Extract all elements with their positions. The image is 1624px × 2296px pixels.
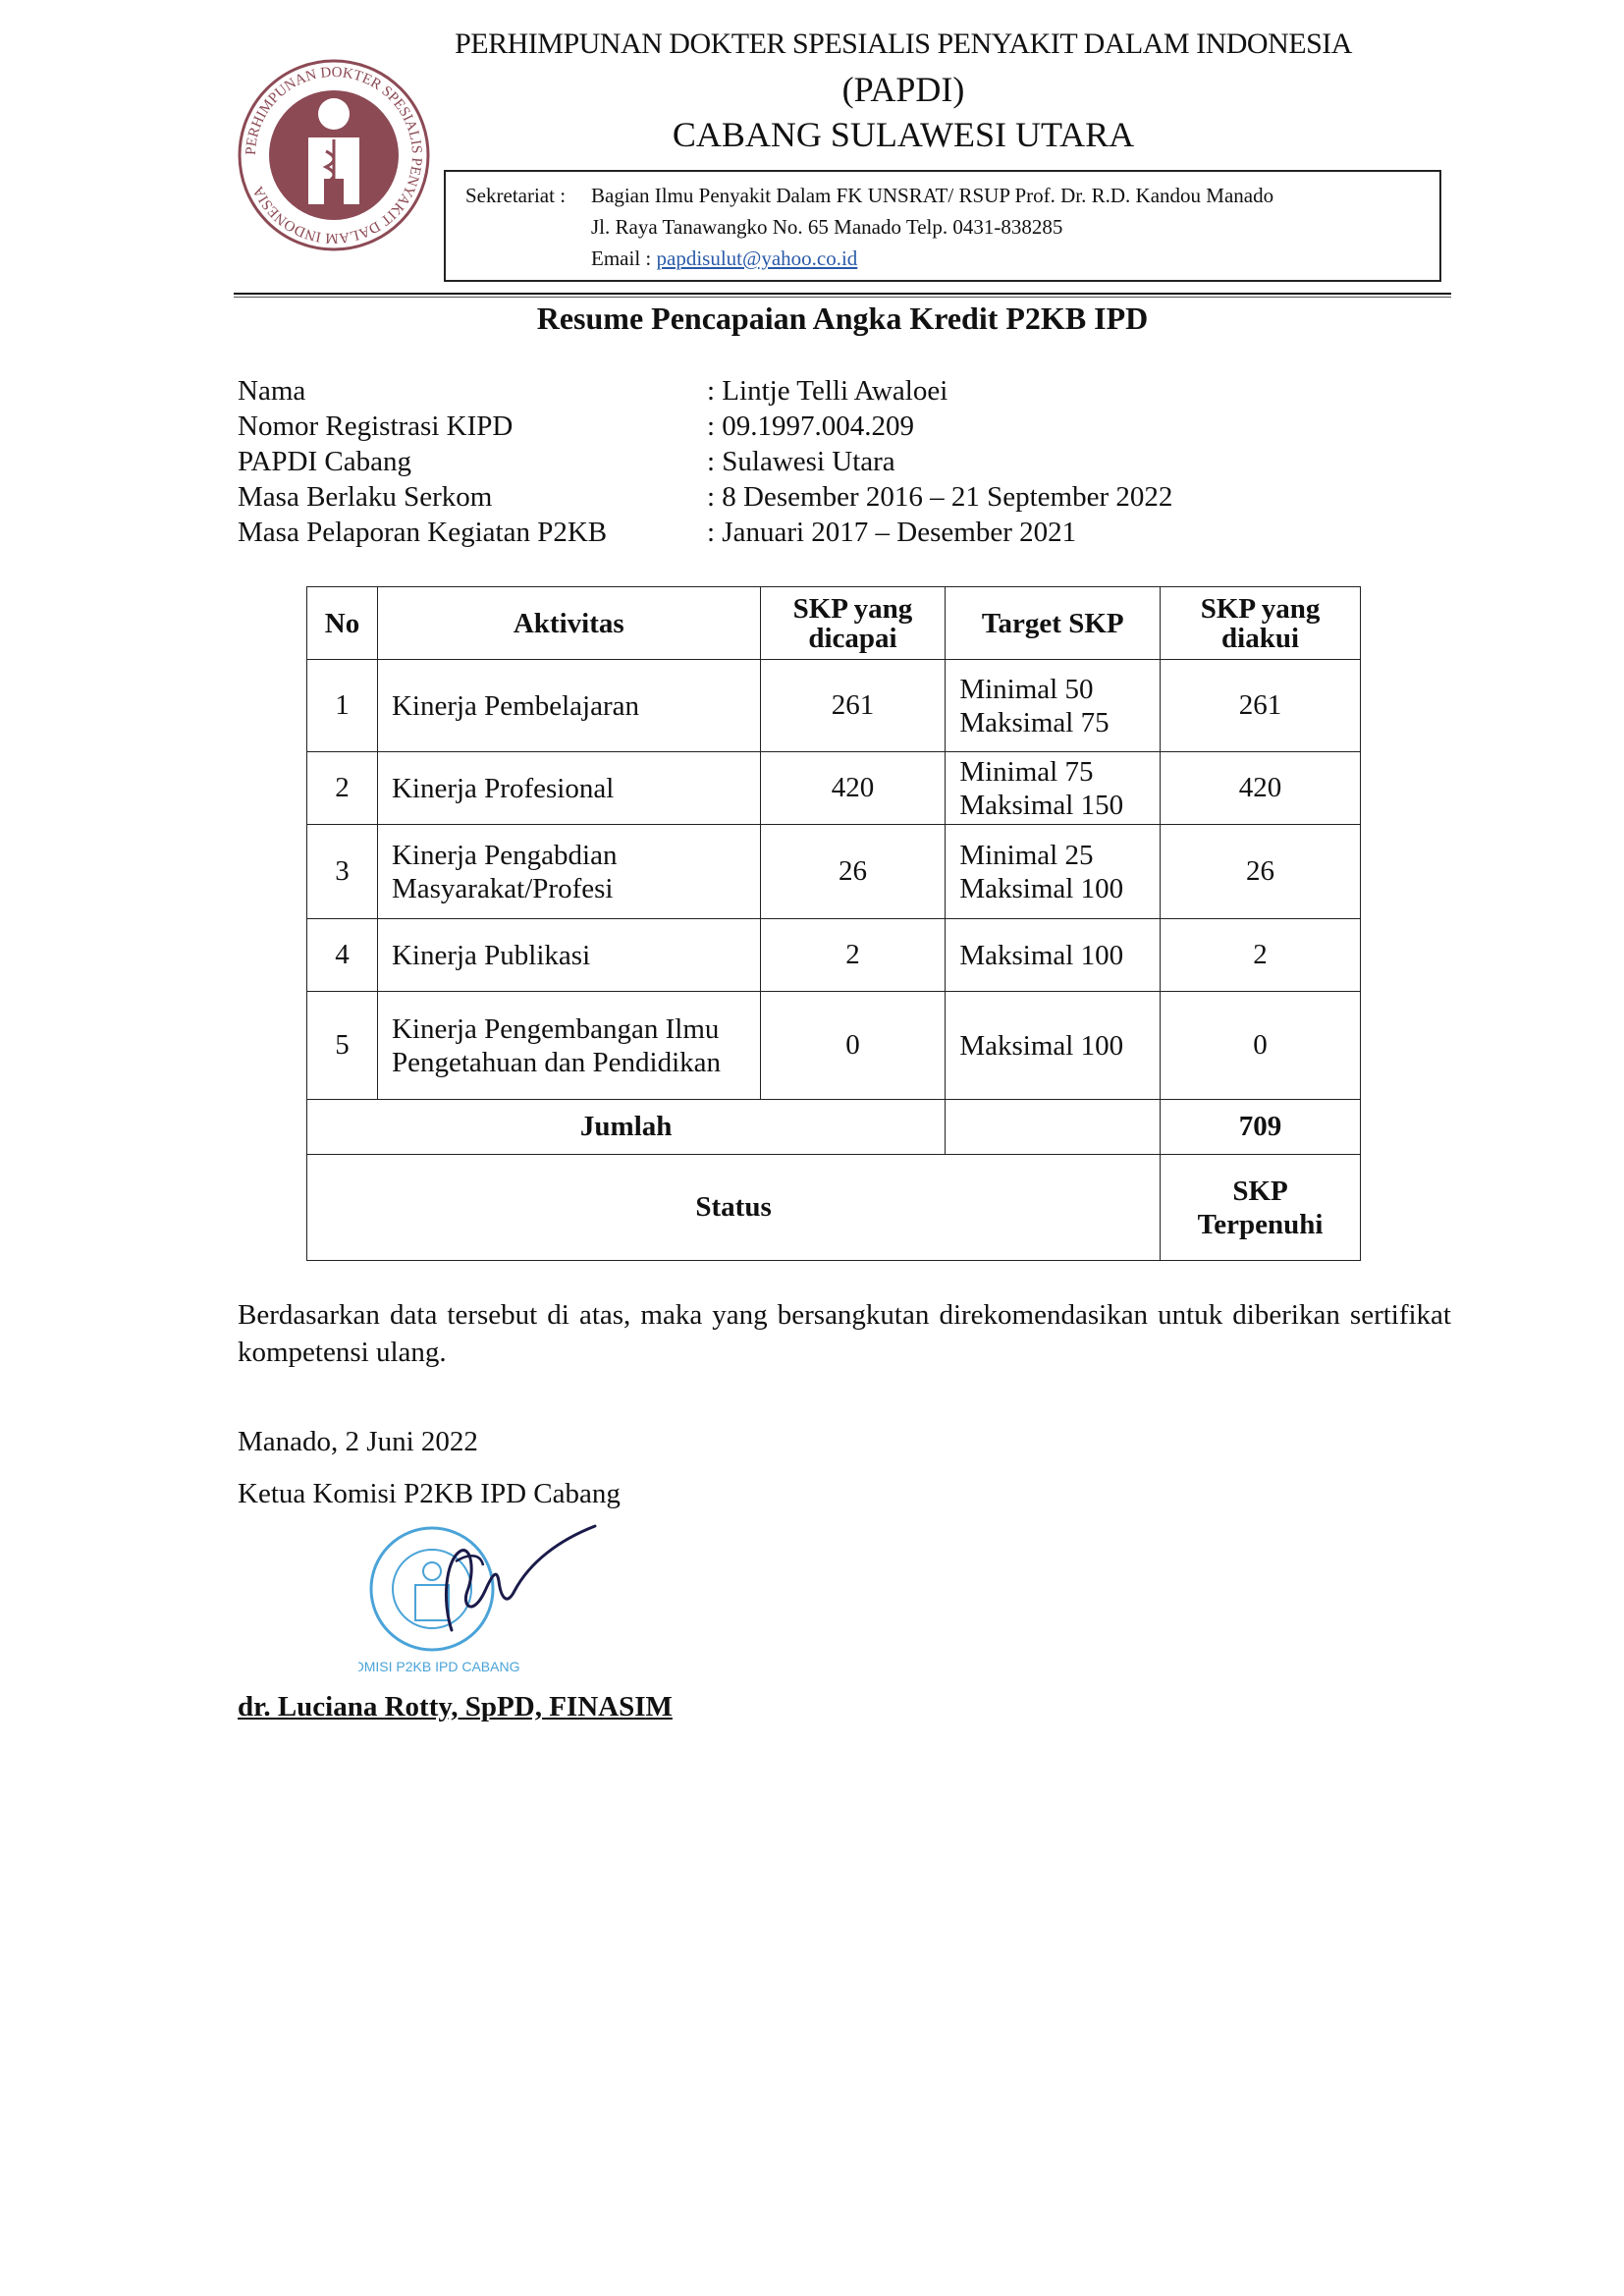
- cell-target: [946, 992, 1161, 1100]
- org-name-line1: PERHIMPUNAN DOKTER SPESIALIS PENYAKIT DALAM INDONESIA: [455, 27, 1352, 60]
- header-no: No: [307, 587, 378, 660]
- target-max: Maksimal 100: [959, 872, 1124, 904]
- target-min: Minimal 75: [959, 755, 1094, 788]
- cell-no: 3: [307, 825, 378, 919]
- cell-no: 1: [307, 660, 378, 752]
- table-total-row: [307, 1100, 1361, 1155]
- info-value-pelaporan: : Januari 2017 – Desember 2021: [707, 517, 1077, 548]
- header-diakui: SKP yang diakui: [1161, 587, 1361, 660]
- place-date: Manado, 2 Juni 2022: [238, 1426, 478, 1457]
- cell-aktivitas: Kinerja Publikasi: [377, 919, 760, 992]
- cell-dicapai: 420: [760, 752, 946, 825]
- header-target: Target SKP: [946, 587, 1161, 660]
- signature-mark: [412, 1522, 599, 1650]
- total-empty-cell: [946, 1100, 1161, 1155]
- cell-target: [946, 660, 1161, 752]
- cell-target: [946, 825, 1161, 919]
- cell-dicapai: 0: [760, 992, 946, 1100]
- header-divider: [234, 293, 1451, 295]
- cell-dicapai: 2: [760, 919, 946, 992]
- secretariat-email-row: [591, 246, 857, 271]
- info-label-nama: Nama: [238, 375, 306, 407]
- info-label-registrasi: Nomor Registrasi KIPD: [238, 410, 514, 442]
- total-value: 709: [1161, 1100, 1361, 1155]
- status-value: SKP Terpenuhi: [1161, 1155, 1361, 1261]
- table-status-row: [307, 1155, 1361, 1261]
- target-max: Maksimal 75: [959, 706, 1110, 738]
- status-label: Status: [307, 1155, 1161, 1261]
- header-aktivitas: Aktivitas: [377, 587, 760, 660]
- cell-no: 4: [307, 919, 378, 992]
- table-row: [307, 992, 1361, 1100]
- cell-diakui: 0: [1161, 992, 1361, 1100]
- email-link[interactable]: papdisulut@yahoo.co.id: [656, 246, 858, 270]
- target-max: Maksimal 150: [959, 789, 1124, 821]
- target-max: Maksimal 100: [959, 1029, 1124, 1062]
- total-label: Jumlah: [307, 1100, 946, 1155]
- info-value-registrasi: : 09.1997.004.209: [707, 410, 915, 442]
- secretariat-address-line1: Bagian Ilmu Penyakit Dalam FK UNSRAT/ RSUP Prof. Dr. R.D. Kandou Manado: [591, 184, 1274, 207]
- info-label-pelaporan: Masa Pelaporan Kegiatan P2KB: [238, 517, 608, 548]
- cell-diakui: 420: [1161, 752, 1361, 825]
- stamp-text: KOMISI P2KB IPD CABANG: [358, 1659, 520, 1674]
- cell-aktivitas: Kinerja Profesional: [377, 752, 760, 825]
- signer-name: dr. Luciana Rotty, SpPD, FINASIM: [238, 1691, 673, 1722]
- target-min: Minimal 50: [959, 673, 1094, 705]
- cell-dicapai: 26: [760, 825, 946, 919]
- secretariat-box: [444, 170, 1441, 282]
- table-row: [307, 919, 1361, 992]
- header-divider-thin: [234, 297, 1451, 298]
- info-label-cabang: PAPDI Cabang: [238, 446, 411, 477]
- cell-dicapai: 261: [760, 660, 946, 752]
- email-label: Email :: [591, 246, 652, 270]
- signer-title: Ketua Komisi P2KB IPD Cabang: [238, 1478, 621, 1509]
- info-value-serkom: : 8 Desember 2016 – 21 September 2022: [707, 481, 1173, 513]
- header-dicapai: SKP yang dicapai: [760, 587, 946, 660]
- info-value-nama: : Lintje Telli Awaloei: [707, 375, 948, 407]
- target-max: Maksimal 100: [959, 939, 1124, 971]
- document-title: Resume Pencapaian Angka Kredit P2KB IPD: [536, 301, 1149, 336]
- table-row: [307, 660, 1361, 752]
- table-header-row: [307, 587, 1361, 660]
- cell-aktivitas: Kinerja Pengabdian Masyarakat/Profesi: [377, 825, 760, 919]
- skp-table: [306, 586, 1361, 1261]
- cell-no: 5: [307, 992, 378, 1100]
- cell-diakui: 2: [1161, 919, 1361, 992]
- info-label-serkom: Masa Berlaku Serkom: [238, 481, 493, 513]
- table-row: [307, 825, 1361, 919]
- cell-no: 2: [307, 752, 378, 825]
- secretariat-label: Sekretariat :: [465, 184, 567, 207]
- cell-aktivitas: Kinerja Pembelajaran: [377, 660, 760, 752]
- papdi-logo: [236, 57, 432, 253]
- cell-aktivitas: Kinerja Pengembangan Ilmu Pengetahuan dan Pendidikan: [377, 992, 760, 1100]
- cell-diakui: 26: [1161, 825, 1361, 919]
- org-name-line2: (PAPDI): [841, 70, 965, 109]
- recommendation-paragraph: Berdasarkan data tersebut di atas, maka yang bersangkutan direkomendasikan untuk diberikan sertifikat kompetensi ulang.: [238, 1299, 1451, 1368]
- target-min: Minimal 25: [959, 839, 1094, 871]
- cell-diakui: 261: [1161, 660, 1361, 752]
- logo-ring-text: PERHIMPUNAN DOKTER SPESIALIS PENYAKIT DALAM INDONESIA: [243, 64, 425, 246]
- info-value-cabang: : Sulawesi Utara: [707, 446, 895, 477]
- table-row: [307, 752, 1361, 825]
- org-name-line3: CABANG SULAWESI UTARA: [672, 115, 1135, 154]
- cell-target: [946, 919, 1161, 992]
- secretariat-address-line2: Jl. Raya Tanawangko No. 65 Manado Telp. 0431-838285: [591, 215, 1063, 239]
- cell-target: [946, 752, 1161, 825]
